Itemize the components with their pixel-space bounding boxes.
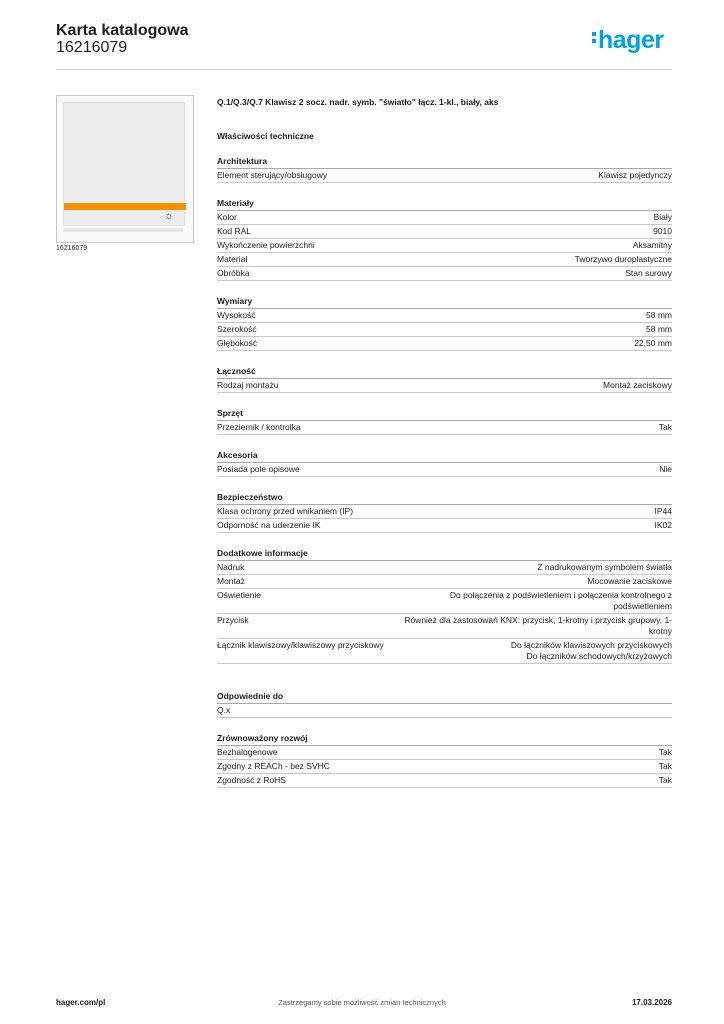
spec-row [217,463,672,477]
logo-text: hager [598,26,664,54]
logo-dots-icon [592,29,596,46]
section-title: Akcesoria [217,449,672,463]
spec-row [217,253,672,267]
spec-row [217,169,672,183]
section-architektura [217,155,672,183]
spec-label: Przeziernik / kontrolka [217,422,301,432]
spec-row [217,379,672,393]
spec-value: Biały [653,212,672,222]
spec-value: Klawisz pojedynczy [598,170,672,180]
spec-row [217,575,672,589]
section-title: Materiały [217,197,672,211]
spec-label: Przycisk [217,615,249,625]
spec-row [217,760,672,774]
spec-value: 58 mm [646,324,672,334]
section-zrownowazony [217,732,672,788]
spec-row [217,337,672,351]
document-title: Karta katalogowa [56,22,189,39]
spec-label: Posiada pole opisowe [217,464,300,474]
spec-label: Materiał [217,254,248,264]
spec-value: Stan surowy [625,268,672,278]
switch-plate [63,102,185,226]
section-title: Zrównoważony rozwój [217,732,672,746]
spec-row [217,519,672,533]
spec-row [217,746,672,760]
spec-label: Odporność na uderzenie IK [217,520,321,530]
spec-value: Aksamitny [632,240,672,250]
lamp-icon: ☼ [164,210,175,222]
spec-row [217,614,672,639]
image-caption: 16216079 [56,245,88,252]
section-title: Bezpieczeństwo [217,491,672,505]
section-title: Odpowiednie do [217,690,672,704]
spec-value: Również dla zastosowań KNX: przycisk, 1-krotny i przycisk grupowy, 1-krotny [404,615,672,636]
spec-row [217,639,672,664]
label-strip [63,228,183,232]
spec-label: Wysokość [217,310,256,320]
spec-row [217,239,672,253]
spec-label: Element sterujący/obsługowy [217,170,328,180]
spec-label: Nadruk [217,562,245,572]
section-materialy [217,197,672,281]
spec-label: Bezhalogenowe [217,747,278,757]
spec-value: 22,50 mm [634,338,672,348]
properties-heading: Właściwości techniczne [217,131,314,141]
spec-value: 58 mm [646,310,672,320]
section-odpowiednie [217,690,672,718]
spec-label: Kolor [217,212,237,222]
product-image [56,95,194,243]
spec-value: 9010 [653,226,672,236]
spec-label: Klasa ochrony przed wnikaniem (IP) [217,506,354,516]
indicator-strip [64,203,186,210]
spec-value: Montaż zaciskowy [603,380,672,390]
section-title: Sprzęt [217,407,672,421]
spec-value: Tak [658,775,672,785]
spec-value: Nie [659,464,672,474]
spec-label: Obróbka [217,268,250,278]
spec-label: Łącznik klawiszowy/klawiszowy przyciskowy [217,640,384,650]
spec-row [217,267,672,281]
spec-row [217,505,672,519]
spec-label: Q.x [217,705,231,715]
section-bezpieczenstwo [217,491,672,533]
spec-label: Oświetlenie [217,590,261,600]
spec-value: Tworzywo duroplastyczne [574,254,672,264]
spec-label: Rodzaj montażu [217,380,279,390]
product-title: Q.1/Q.3/Q.7 Klawisz 2 socz. nadr. symb. "światło" łącz. 1-kl., biały, aks [217,97,499,107]
spec-row [217,589,672,614]
spec-row [217,774,672,788]
footer-disclaimer: Zastrzegamy sobie możliwość zmian technicznych [278,998,446,1007]
spec-label: Wykończenie powierzchni [217,240,315,250]
spec-row [217,323,672,337]
hager-logo [592,26,664,54]
header-divider [56,69,672,70]
section-title: Łączność [217,365,672,379]
section-title: Architektura [217,155,672,169]
spec-value: Tak [658,422,672,432]
spec-row [217,309,672,323]
spec-value: Do łączników klawiszowych przyciskowych Do łączników schodowych/krzyżowych [510,640,672,661]
spec-label: Szerokość [217,324,257,334]
section-title: Dodatkowe informacje [217,547,672,561]
spec-label: Montaż [217,576,245,586]
section-lacznosc [217,365,672,393]
spec-content [217,96,672,788]
spec-row [217,211,672,225]
section-akcesoria [217,449,672,477]
footer-date: 17.03.2026 [631,998,672,1007]
spec-row [217,225,672,239]
spec-value: Tak [658,761,672,771]
section-title: Wymiary [217,295,672,309]
spec-value: IP44 [654,506,672,516]
spec-row [217,704,672,718]
spec-value: Mocowanie zaciskowe [587,576,672,586]
section-wymiary [217,295,672,351]
spec-row [217,421,672,435]
footer-website[interactable]: hager.com/pl [56,998,106,1007]
spec-label: Głębokość [217,338,258,348]
spec-label: Zgodność z RoHS [217,775,286,785]
spec-value: Tak [658,747,672,757]
section-dodatkowe [217,547,672,664]
spec-label: Kod RAL [217,226,252,236]
spec-value: Do połączenia z podświetleniem i połączenia kontrolnego z podświetleniem [449,590,672,611]
spec-value: Z nadrukowanym symbolem światła [537,562,672,572]
spec-row [217,561,672,575]
spec-value: IK02 [654,520,672,530]
section-sprzet [217,407,672,435]
document-number: 16216079 [56,39,128,56]
spec-label: Zgodny z REACh - bez SVHC [217,761,330,771]
